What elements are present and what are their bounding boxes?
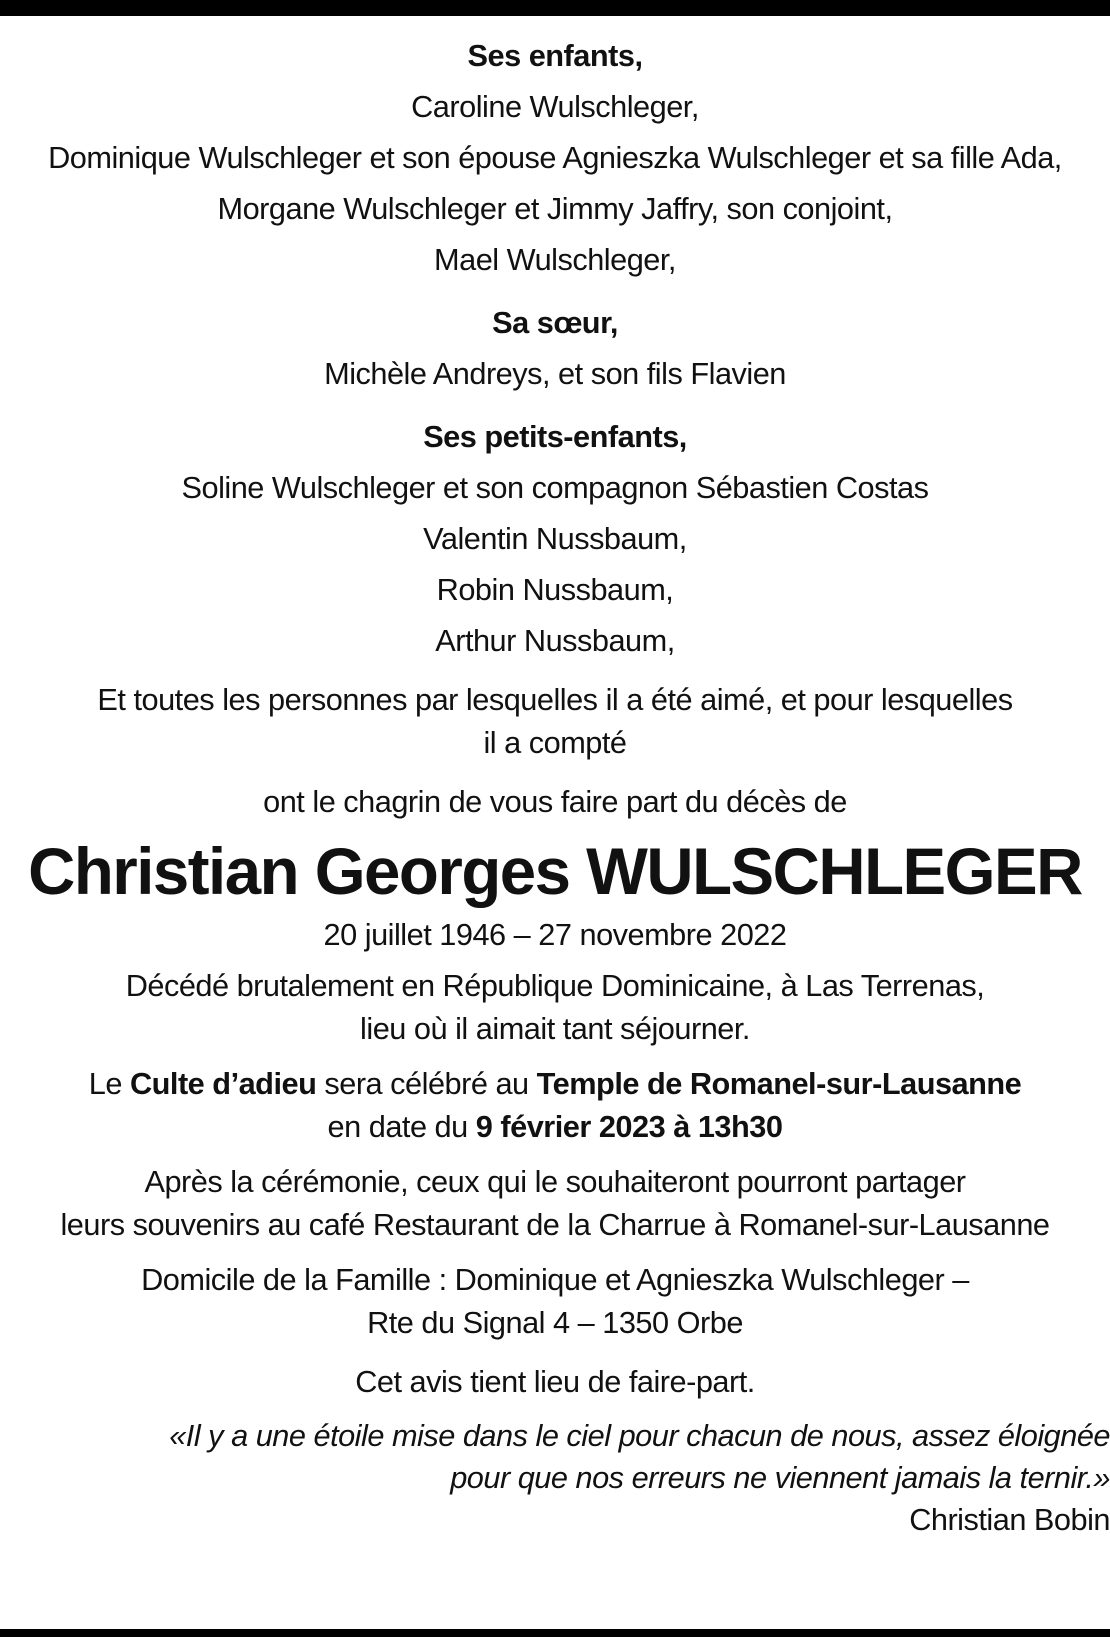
reception-line: Après la cérémonie, ceux qui le souhaiteront pourront partager <box>144 1164 966 1199</box>
others-line: il a compté <box>483 725 627 760</box>
reception-line: leurs souvenirs au café Restaurant de la Charrue à Romanel-sur-Lausanne <box>60 1207 1050 1242</box>
child-name: Dominique Wulschleger et son épouse Agnieszka Wulschleger et sa fille Ada, <box>48 140 1062 175</box>
grandchild-name: Valentin Nussbaum, <box>423 521 687 556</box>
service-place: Temple de Romanel-sur-Lausanne <box>536 1066 1022 1101</box>
quote-author: Christian Bobin <box>909 1502 1110 1537</box>
death-circumstance: Décédé brutalement en République Dominicaine, à Las Terrenas, <box>125 968 985 1003</box>
family-address: Domicile de la Famille : Dominique et Agnieszka Wulschleger – <box>141 1262 969 1297</box>
announcement: ont le chagrin de vous faire part du décès de <box>263 784 847 819</box>
grandchild-name: Soline Wulschleger et son compagnon Sébastien Costas <box>181 470 929 505</box>
quote-line: «Il y a une étoile mise dans le ciel pour chacun de nous, assez éloignée <box>169 1418 1110 1453</box>
grandchild-name: Robin Nussbaum, <box>436 572 674 607</box>
service-line: Le Culte d’adieu sera célébré au Temple de Romanel-sur-Lausanne <box>88 1066 1022 1101</box>
quote-line: pour que nos erreurs ne viennent jamais la ternir.» <box>450 1460 1110 1495</box>
grandchild-name: Arthur Nussbaum, <box>435 623 675 658</box>
grandchildren-heading: Ses petits-enfants, <box>423 419 687 454</box>
top-border <box>0 0 1110 16</box>
service-type: Culte d’adieu <box>129 1066 317 1101</box>
others-line: Et toutes les personnes par lesquelles il a été aimé, et pour lesquelles <box>97 682 1013 717</box>
child-name: Caroline Wulschleger, <box>411 89 699 124</box>
sister-name: Michèle Andreys, et son fils Flavien <box>324 356 786 391</box>
obituary-notice <box>0 30 1110 1541</box>
sister-heading: Sa sœur, <box>492 305 618 340</box>
life-dates: 20 juillet 1946 – 27 novembre 2022 <box>323 917 787 952</box>
children-heading: Ses enfants, <box>467 38 643 73</box>
family-address: Rte du Signal 4 – 1350 Orbe <box>367 1305 743 1340</box>
death-circumstance: lieu où il aimait tant séjourner. <box>360 1011 750 1046</box>
child-name: Mael Wulschleger, <box>434 242 676 277</box>
service-date: 9 février 2023 à 13h30 <box>475 1109 783 1144</box>
child-name: Morgane Wulschleger et Jimmy Jaffry, son conjoint, <box>217 191 893 226</box>
deceased-name: Christian Georges WULSCHLEGER <box>28 835 1082 908</box>
bottom-border <box>0 1629 1110 1637</box>
notice-statement: Cet avis tient lieu de faire-part. <box>355 1364 755 1399</box>
service-date-line: en date du 9 février 2023 à 13h30 <box>327 1109 783 1144</box>
